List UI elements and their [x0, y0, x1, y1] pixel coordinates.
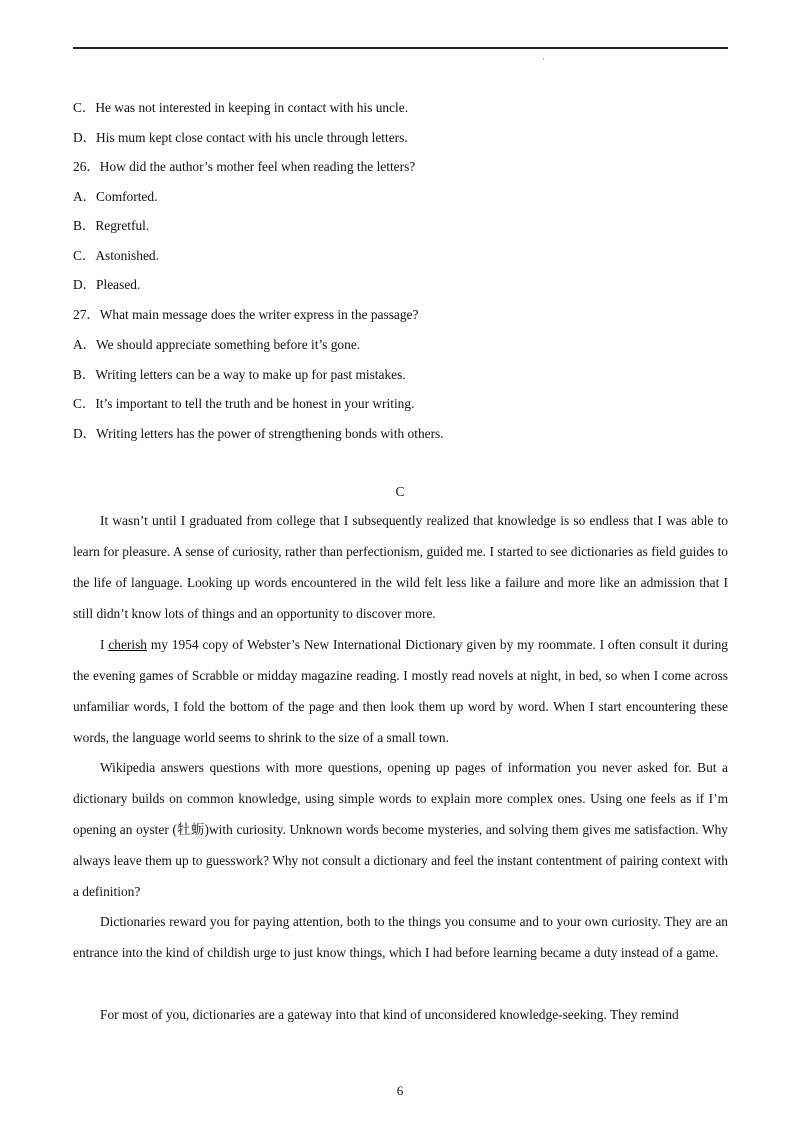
- passage-paragraph-5: For most of you, dictionaries are a gateway into that kind of unconsidered knowledge-seeking. They remind: [100, 1007, 679, 1022]
- option-27-d: D．Writing letters has the power of strengthening bonds with others.: [73, 426, 444, 441]
- option-26-b: B．Regretful.: [73, 218, 150, 233]
- question-26: 26．How did the author’s mother feel when reading the letters?: [73, 159, 416, 174]
- passage-paragraph-2: [73, 630, 728, 754]
- option-27-a: A．We should appreciate something before it’s gone.: [73, 337, 361, 352]
- page-number: 6: [396, 1083, 404, 1098]
- question-27: 27．What main message does the writer express in the passage?: [73, 307, 419, 322]
- option-26-a: A．Comforted.: [73, 189, 158, 204]
- option-26-d: D．Pleased.: [73, 277, 141, 292]
- passage-paragraph-4: Dictionaries reward you for paying attention, both to the things you consume and to your own curiosity. They are an entrance into the kind of childish urge to just know things, which I had before learning became a duty instead of a game.: [73, 914, 728, 960]
- passage-paragraph-1: It wasn’t until I graduated from college that I subsequently realized that knowledge is so endless that I was able to learn for pleasure. A sense of curiosity, rather than perfectionism, guided me. I started to see dictionaries as field guides to the life of language. Looking up words encountered in the wild felt less like a failure and more like an admission that I still didn’t know lots of things and an opportunity to discover more.: [73, 513, 728, 621]
- paragraph-2-start: I: [100, 637, 109, 652]
- header-mark: ': [543, 57, 545, 65]
- header-rule: [73, 47, 728, 49]
- passage-title: C: [395, 484, 405, 499]
- option-27-b: B．Writing letters can be a way to make up for past mistakes.: [73, 367, 406, 382]
- option-27-c: C．It’s important to tell the truth and be honest in your writing.: [73, 396, 415, 411]
- paragraph-2-rest: my 1954 copy of Webster’s New International Dictionary given by my roommate. I often consult it during the evening games of Scrabble or midday magazine reading. I mostly read novels at night, in bed, so when I come across unfamiliar words, I fold the bottom of the page and then look them up word by word. When I start encountering these words, the language world seems to shrink to the size of a small town.: [73, 637, 728, 745]
- underlined-word-cherish: cherish: [108, 637, 147, 652]
- option-25-d: D．His mum kept close contact with his uncle through letters.: [73, 130, 408, 145]
- option-26-c: C．Astonished.: [73, 248, 159, 263]
- passage-paragraph-3: Wikipedia answers questions with more questions, opening up pages of information you never asked for. But a dictionary builds on common knowledge, using simple words to explain more complex ones. Using one feels as if I’m opening an oyster (牡蛎)with curiosity. Unknown words become mysteries, and solving them gives me satisfaction. Why always leave them up to guesswork? Why not consult a dictionary and feel the instant contentment of pairing context with a definition?: [73, 760, 728, 899]
- option-25-c: C．He was not interested in keeping in contact with his uncle.: [73, 100, 409, 115]
